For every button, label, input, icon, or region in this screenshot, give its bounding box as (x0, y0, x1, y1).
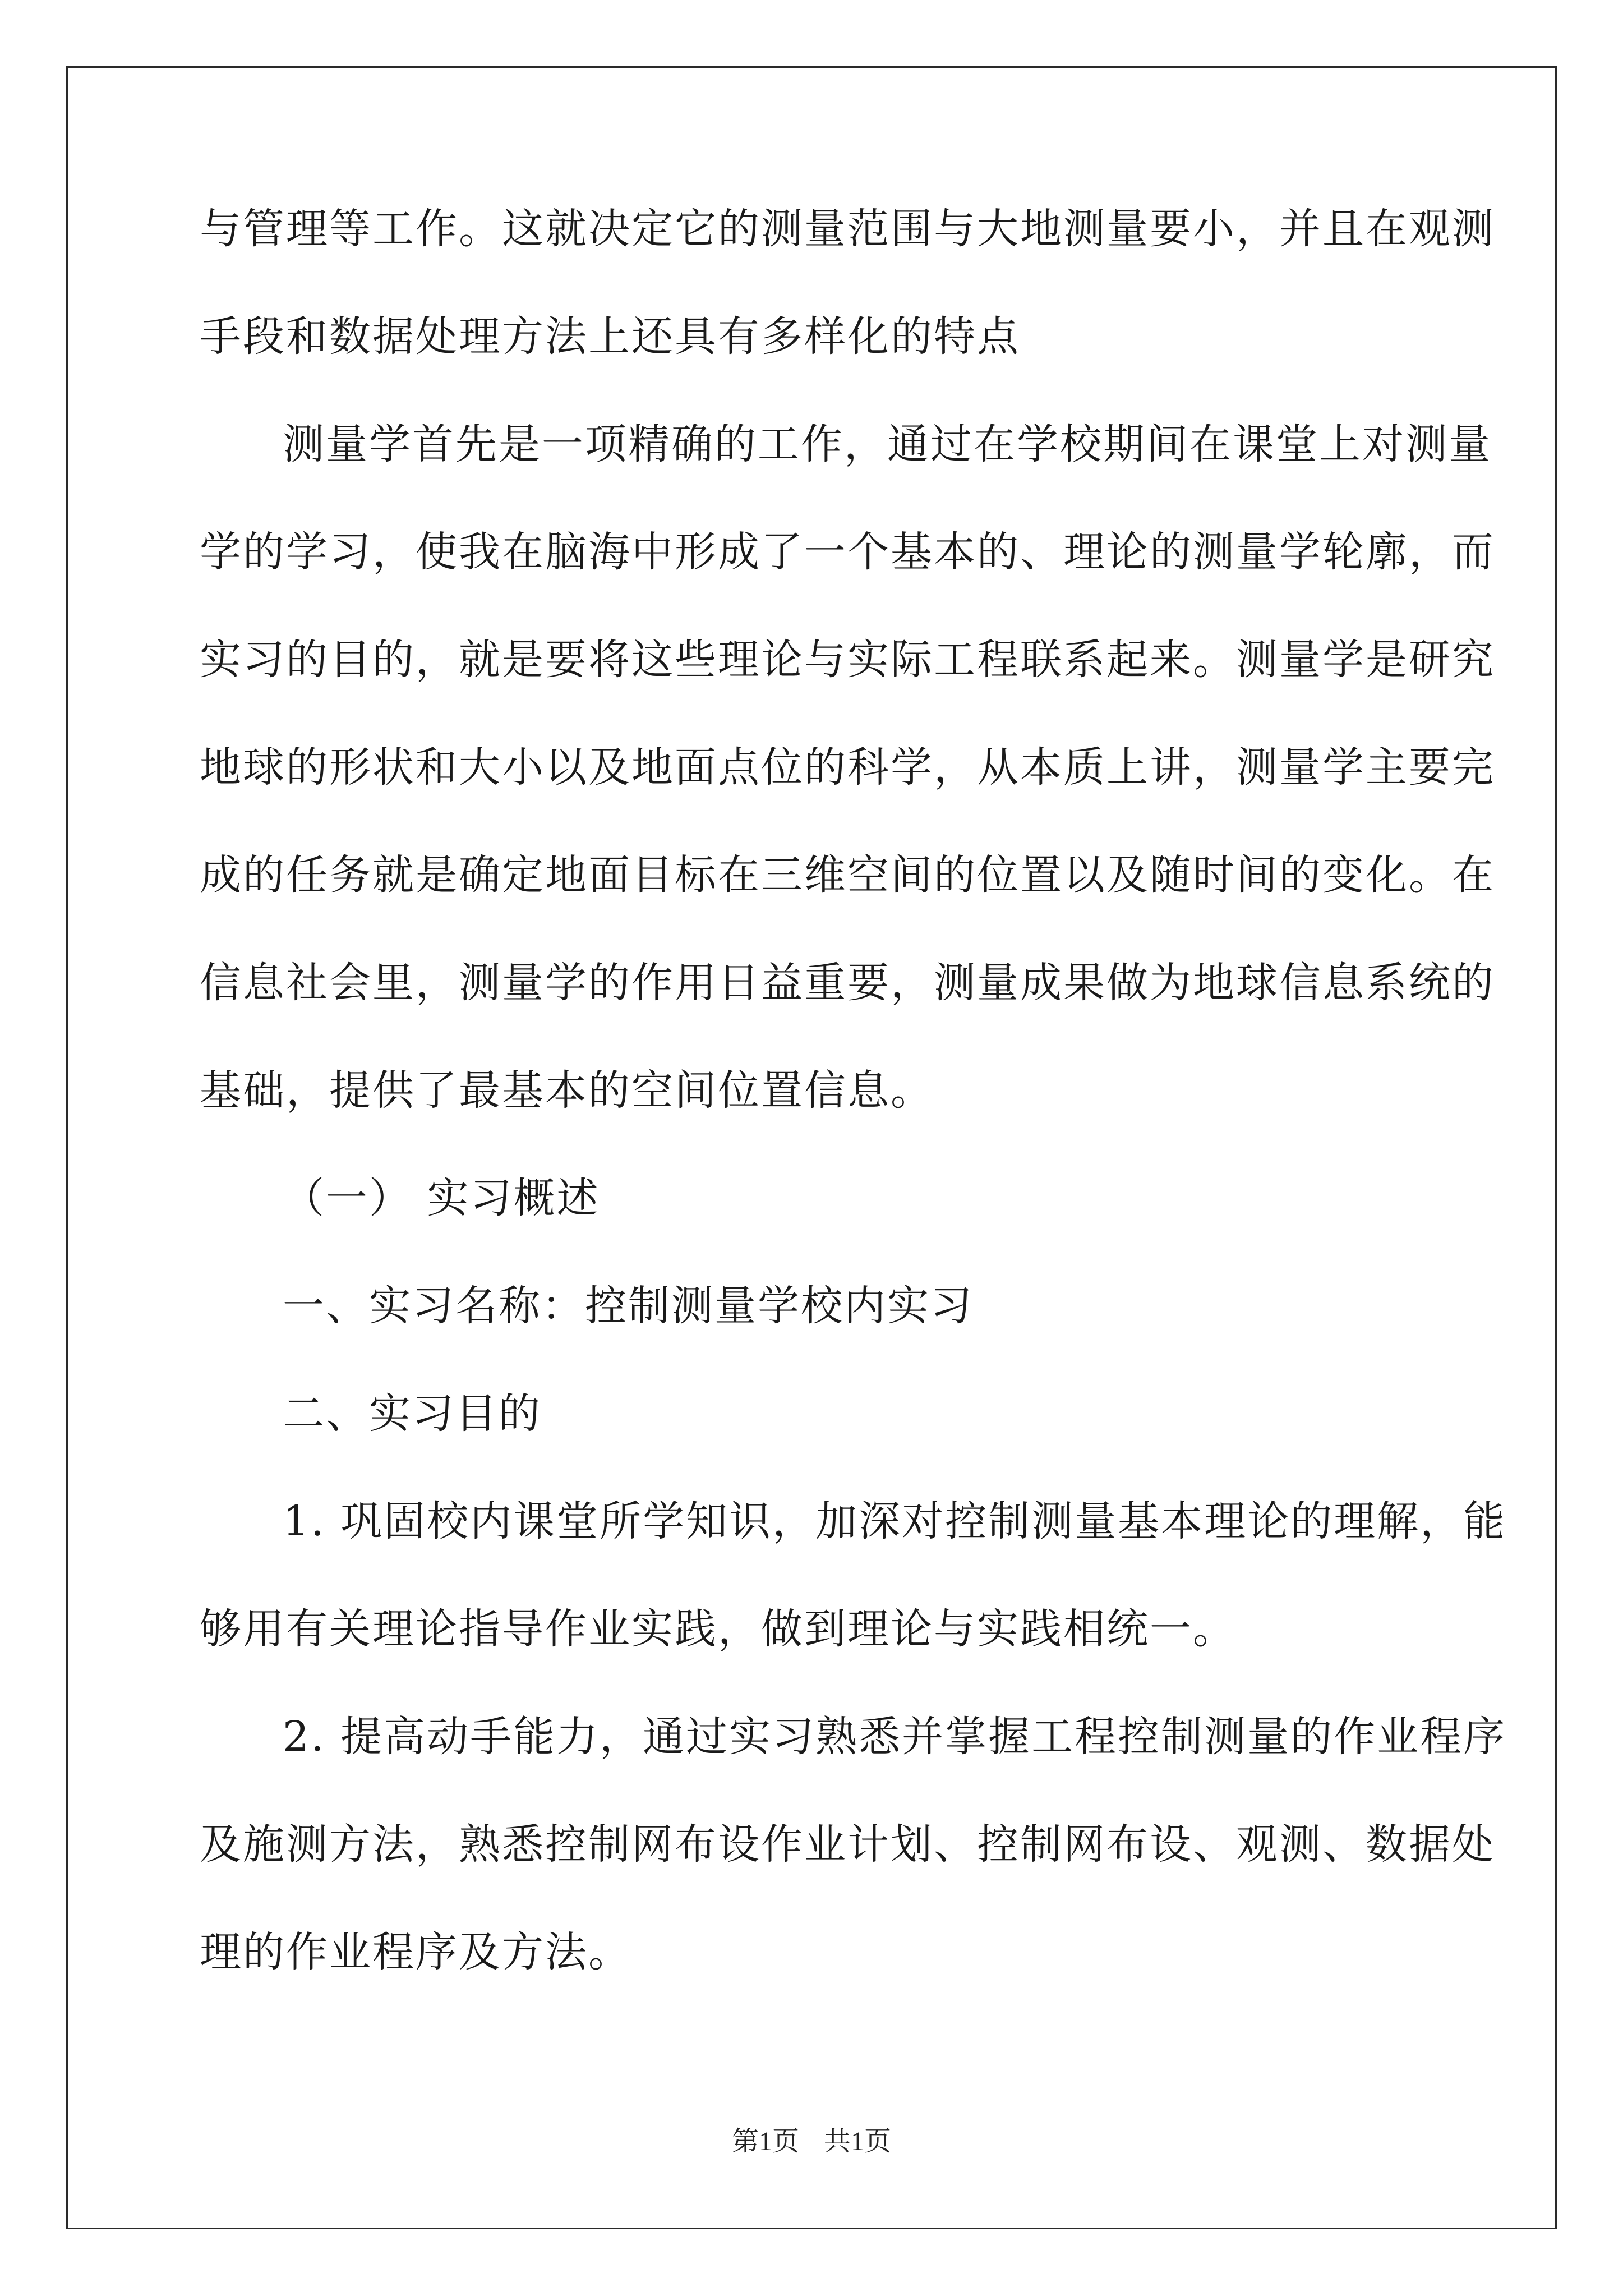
page-footer (0, 2126, 1623, 2157)
paragraph-line: 信息社会里，测量学的作用日益重要，测量成果做为地球信息系统的 (200, 959, 1495, 1007)
section-heading: （一） 实习概述 (283, 1174, 600, 1222)
paragraph-line: 及施测方法，熟悉控制网布设作业计划、控制网布设、观测、数据处 (200, 1820, 1495, 1869)
paragraph-line: 理的作业程序及方法。 (200, 1928, 631, 1976)
paragraph-line: 与管理等工作。这就决定它的测量范围与大地测量要小，并且在观测 (200, 205, 1495, 253)
section-item: 一、实习名称：控制测量学校内实习 (283, 1282, 974, 1330)
numbered-item: 1. 巩固校内课堂所学知识，加深对控制测量基本理论的理解，能 (283, 1497, 1507, 1545)
paragraph-line: 学的学习，使我在脑海中形成了一个基本的、理论的测量学轮廓，而 (200, 528, 1495, 576)
paragraph-line: 测量学首先是一项精确的工作，通过在学校期间在课堂上对测量 (283, 420, 1492, 468)
page-number: 第1页 (731, 2127, 799, 2156)
paragraph-line: 够用有关理论指导作业实践，做到理论与实践相统一。 (200, 1605, 1236, 1653)
section-item: 二、实习目的 (283, 1389, 542, 1438)
paragraph-line: 基础，提供了最基本的空间位置信息。 (200, 1066, 934, 1115)
paragraph-line: 地球的形状和大小以及地面点位的科学，从本质上讲，测量学主要完 (200, 743, 1495, 792)
paragraph-line: 手段和数据处理方法上还具有多样化的特点 (200, 312, 1020, 361)
paragraph-line: 成的任务就是确定地面目标在三维空间的位置以及随时间的变化。在 (200, 851, 1495, 899)
numbered-item: 2. 提高动手能力，通过实习熟悉并掌握工程控制测量的作业程序 (283, 1713, 1507, 1761)
page-total: 共1页 (824, 2127, 892, 2156)
paragraph-line: 实习的目的，就是要将这些理论与实际工程联系起来。测量学是研究 (200, 636, 1495, 684)
document-body (200, 202, 1507, 2033)
